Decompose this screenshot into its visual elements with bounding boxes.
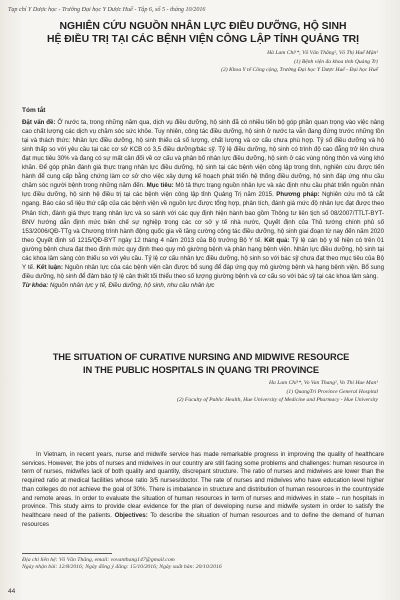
vietnamese-title-line-2: HỆ ĐIỀU TRỊ TẠI CÁC BỆNH VIỆN CÔNG LẬP TỈNH QUẢNG TRỊ <box>46 34 360 46</box>
objective-text: Mô tả thực trạng nguồn nhân lực và xác định nhu cầu phát triển nguồn nhân lực điều dưỡng, hộ sinh hệ điều trị tại các bệnh viện công lập tỉnh Quảng Trị năm 2015. <box>22 182 384 199</box>
running-head: Tạp chí Y Dược học - Trường Đại học Y Dược Huế - Tập 6, số 5 - tháng 10/2016 <box>8 7 206 13</box>
english-title-line-1: THE SITUATION OF CURATIVE NURSING AND MIDWIVE RESOURCE <box>52 352 350 362</box>
english-title-line-2: IN THE PUBLIC HOSPITALS IN QUANG TRI PROVINCE <box>82 364 320 375</box>
conclusion-label: Kết luận: <box>36 263 63 271</box>
english-abstract-text: In Vietnam, in recent years, nurse and midwife service has made remarkable progress in improving the quality of healthcare services. However, the jobs of nurses and midwives in our country are still facing some problems and challenges: human resource in term of nurses, midwifes lack of both quality and quantity, discrepant structure. The ratio of nurses and midwives are lower than the required ratio at medical facilities whose ratio 3/5 nurses/doctor. The rate of nurses and midwives who have education level higher than colleges do not achieve the goal of 30%. There is imbalance in structure and distribution of human resources in the countryside and remote areas. In order to evaluate the situation of human resources in term of nurses and midwives in state – run hospitals in province. This study aims to provide clear evidence for the plan of developing nurse and midwife system in order to satisfy the healthcare need of the patients. <box>22 451 384 519</box>
objective-label: Mục tiêu: <box>146 182 174 190</box>
corresponding-address: Địa chỉ liên hệ: Võ Văn Thắng, email: vovanthang147@gmail.com <box>22 557 175 563</box>
vietnamese-affiliation-2: (2) Khoa Y tế Công cộng, Trường Đại học Y Dược Huế - Đại học Huế <box>221 67 378 73</box>
intro-label: Đặt vấn đề: <box>22 119 56 127</box>
intro-text: Ở nước ta, trong những năm qua, dịch vụ điều dưỡng, hộ sinh đã có nhiều tiến bộ góp phần quan trọng vào việc nâng cao chất lượng các dịch vụ chăm sóc sức khỏe. Tuy nhiên, công tác điều dưỡng, hộ sinh ở nước ta vẫn đang đứng trước những tồn tại và thách thức: Nhân lực điều dưỡng, hộ sinh thiếu cả số lượng, chất lượng và cơ cấu chưa phù hợp. Tỷ số điều dưỡng và hộ sinh thấp so với yêu cầu tại các cơ sở KCB có 3,5 điều dưỡng/bác sỹ. Tỷ lệ điều dưỡng, hộ sinh có trình độ cao đẳng trở lên chưa đạt mục tiêu 30% và đang có sự mất cân đối về cơ cấu và phân bố nhân lực điều dưỡng, hộ sinh ở các vùng nông thôn và vùng khó khăn. Để góp phần đánh giá thực trạng nhân lực điều dưỡng, hộ sinh tại các bệnh viện công lập trong tỉnh, nghiên cứu được tiến hành để cung cấp bằng chứng làm cơ sở cho việc xây dựng kế hoạch phát triển hệ thống điều dưỡng, hộ sinh đáp ứng nhu cầu chăm sóc người bệnh trong những năm đến. <box>22 119 384 190</box>
english-affiliation-1: (1) QuangTri Province General Hospital <box>286 389 378 395</box>
publication-dates: Ngày nhận bài: 12/8/2016; Ngày đồng ý đăng: 15/10/2016; Ngày xuất bản: 20/10/2016 <box>22 564 222 571</box>
objectives-text: To describe the situation of human resources and to define the demand of human resources <box>22 511 384 528</box>
vietnamese-abstract-body <box>22 118 384 281</box>
english-title <box>26 351 376 376</box>
keywords-text: Nguồn nhân lực y tế, Điều dưỡng, hộ sinh, nhu cầu nhân lực <box>48 281 215 289</box>
english-authors: Ha Lam Chi¹*, Vo Van Thang², Vo Thi Hue Man¹ <box>269 380 378 386</box>
vietnamese-authors: Hà Lam Chi¹*, Võ Văn Thắng², Võ Thị Huế Mận¹ <box>267 50 378 56</box>
vietnamese-title <box>22 20 384 46</box>
conclusion-text: Nguồn nhân lực của các bệnh viện cần được bổ sung để đáp ứng quy mô giường bệnh và hạng bệnh viện. Bổ sung điều dưỡng, hộ sinh để đảm bảo tỷ lệ cân thiết tối thiểu theo số lượng giường bệnh và cơ cấu so với bác sỹ tại các khoa lâm sàng. <box>22 263 384 280</box>
result-label: Kết quả: <box>264 236 290 244</box>
method-label: Phương pháp: <box>276 191 320 199</box>
keywords-label: Từ khóa: <box>22 281 49 289</box>
english-affiliation-2: (2) Faculty of Public Health, Hue University of Medicine and Pharmacy - Hue University <box>176 397 378 403</box>
keywords <box>22 281 384 290</box>
vietnamese-affiliation-1: (1) Bệnh viện đa khoa tỉnh Quảng Trị <box>293 59 378 65</box>
english-abstract <box>22 451 384 529</box>
abstract-heading: Tóm tắt <box>22 107 46 114</box>
footnote <box>22 553 384 571</box>
footnote-divider <box>22 553 112 554</box>
result-text: Tỷ lệ cán bộ y tế hiện có trên 01 giường bệnh chưa đạt theo định mức quy định theo quy mô giường bệnh và phân hạng bệnh viện. Nhân lực điều dưỡng, hộ sinh tại các khoa lâm sàng còn thiếu so với yêu cầu. Tỷ lệ cơ cấu nhân lực điều dưỡng, hộ sinh so với bác sỹ chưa đạt theo mục tiêu của Bộ Y tế. <box>22 236 384 271</box>
objectives-label: Objectives: <box>114 511 148 519</box>
vietnamese-title-line-1: NGHIÊN CỨU NGUỒN NHÂN LỰC ĐIỀU DƯỠNG, HỘ SINH <box>59 21 347 32</box>
page-number: 44 <box>8 588 16 595</box>
vietnamese-abstract <box>22 106 384 290</box>
method-text: Nghiên cứu mô tả cắt ngang. Báo cáo số liệu thứ cấp của các bệnh viện về nguồn lực được tổng hợp, phân tích, đánh giá mức độ nhân lực đạt được theo Phân tích, đánh giá thực trạng nhân lực và so sánh với các quy định hiện hành bao gồm Thông tư liên tịch số 08/2007/TTLT-BYT-BNV hướng dẫn định mức biên chế sự nghiệp trong các cơ sở y tế nhà nước, Quyết định của Thủ tướng chính phủ số 153/2006/QĐ-TTg và Chương trình hành động quốc gia về tăng cường công tác điều dưỡng, hộ sinh giai đoạn từ nay đến năm 2020 theo Quyết định số 1215/QĐ-BYT ngày 12 tháng 4 năm 2013 của Bộ trưởng Bộ Y tế. <box>22 191 384 244</box>
